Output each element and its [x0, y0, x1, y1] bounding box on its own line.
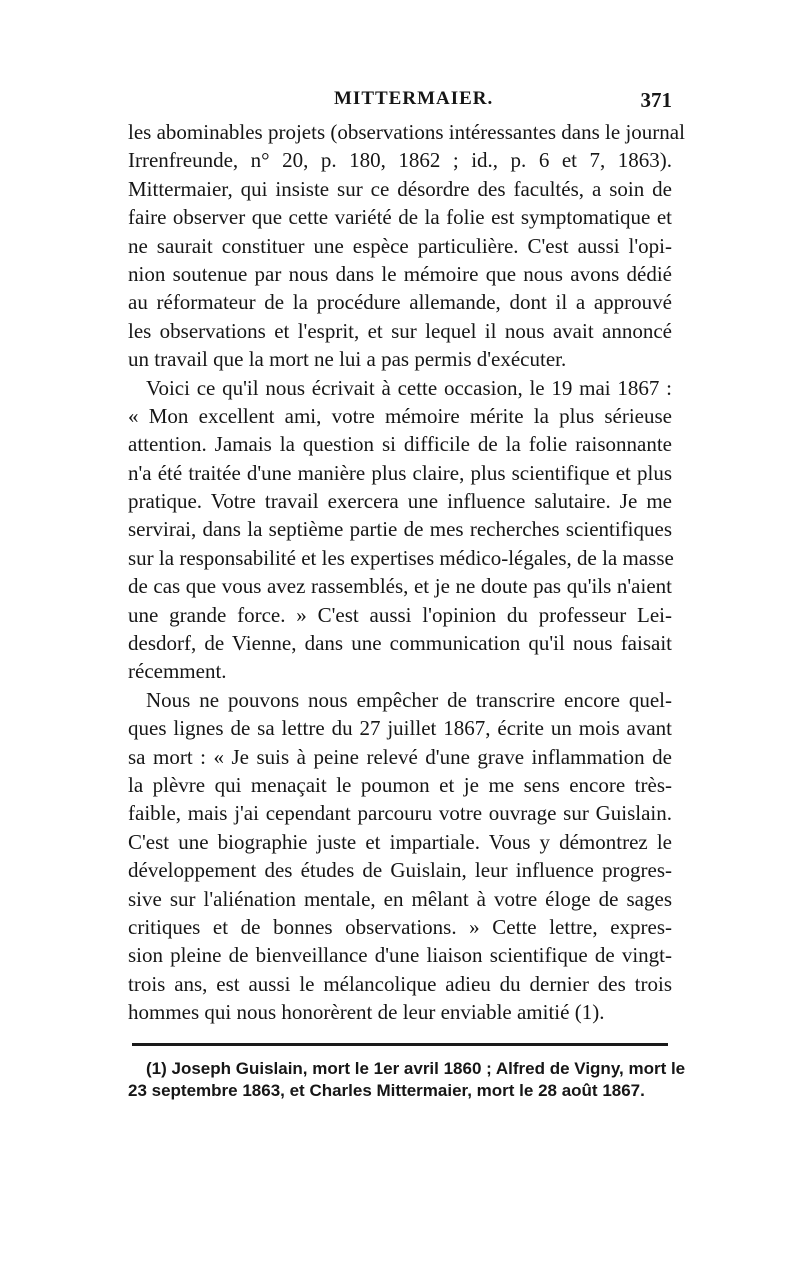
text-line: servirai, dans la septième partie de mes recherches scientifiques [128, 517, 672, 542]
text-line: faible, mais j'ai cependant parcouru votre ouvrage sur Guislain. [128, 801, 672, 826]
paragraph [128, 118, 685, 374]
book-page [128, 88, 686, 1102]
text-line: trois ans, est aussi le mélancolique adieu du dernier des trois [128, 971, 672, 996]
text-line: attention. Jamais la question si difficile de la folie raisonnante [128, 432, 672, 457]
footnote-line: 23 septembre 1863, et Charles Mittermaier, mort le 28 août 1867. [128, 1080, 645, 1100]
text-line: développement des études de Guislain, leur influence progres- [128, 858, 672, 883]
footnote-line: (1) Joseph Guislain, mort le 1er avril 1860 ; Alfred de Vigny, mort le [146, 1058, 686, 1078]
text-line: ne saurait constituer une espèce particulière. C'est aussi l'opi- [128, 233, 672, 258]
text-line: n'a été traitée d'une manière plus claire, plus scientifique et plus [128, 460, 672, 485]
running-head: MITTERMAIER. [334, 88, 494, 109]
text-line: nion soutenue par nous dans le mémoire que nous avons dédié [128, 261, 672, 286]
text-line: « Mon excellent ami, votre mémoire mérite la plus sérieuse [128, 403, 672, 428]
text-line: hommes qui nous honorèrent de leur enviable amitié (1). [128, 1000, 605, 1025]
text-line: faire observer que cette variété de la folie est symptomatique et [128, 205, 672, 230]
text-line: sur la responsabilité et les expertises médico-légales, de la masse [128, 545, 674, 570]
text-line: C'est une biographie juste et impartiale. Vous y démontrez le [128, 829, 672, 854]
text-line: Voici ce qu'il nous écrivait à cette occasion, le 19 mai 1867 : [146, 375, 672, 400]
footnote-rule [132, 1043, 668, 1046]
text-line: un travail que la mort ne lui a pas permis d'exécuter. [128, 347, 567, 372]
text-line: Mittermaier, qui insiste sur ce désordre des facultés, a soin de [128, 176, 672, 201]
text-line: ques lignes de sa lettre du 27 juillet 1867, écrite un mois avant [128, 716, 672, 741]
text-line: au réformateur de la procédure allemande, dont il a approuvé [128, 290, 672, 315]
text-line: les abominables projets (observations intéressantes dans le journal [128, 120, 685, 144]
text-line: desdorf, de Vienne, dans une communication qu'il nous faisait [128, 631, 672, 656]
text-line: critiques et de bonnes observations. » Cette lettre, expres- [128, 914, 672, 939]
text-line: Irrenfreunde, n° 20, p. 180, 1862 ; id., p. 6 et 7, 1863). [128, 148, 672, 173]
footnote [128, 1058, 686, 1102]
text-line: les observations et l'esprit, et sur lequel il nous avait annoncé [128, 318, 672, 343]
page-number: 371 [640, 88, 672, 112]
text-line: une grande force. » C'est aussi l'opinion du professeur Lei- [128, 602, 672, 627]
body-text [128, 118, 685, 1027]
paragraph [128, 686, 672, 1027]
text-line: Nous ne pouvons nous empêcher de transcrire encore quel- [146, 687, 672, 712]
text-line: récemment. [128, 659, 227, 684]
text-line: sa mort : « Je suis à peine relevé d'une grave inflammation de [128, 744, 672, 769]
text-line: la plèvre qui menaçait le poumon et je me sens encore très- [128, 772, 672, 797]
page-header [128, 88, 672, 118]
text-line: sion pleine de bienveillance d'une liaison scientifique de vingt- [128, 943, 672, 968]
paragraph [128, 374, 672, 686]
text-line: sive sur l'aliénation mentale, en mêlant à votre éloge de sages [128, 886, 672, 911]
text-line: pratique. Votre travail exercera une influence salutaire. Je me [128, 489, 672, 514]
text-line: de cas que vous avez rassemblés, et je ne doute pas qu'ils n'aient [128, 574, 672, 599]
